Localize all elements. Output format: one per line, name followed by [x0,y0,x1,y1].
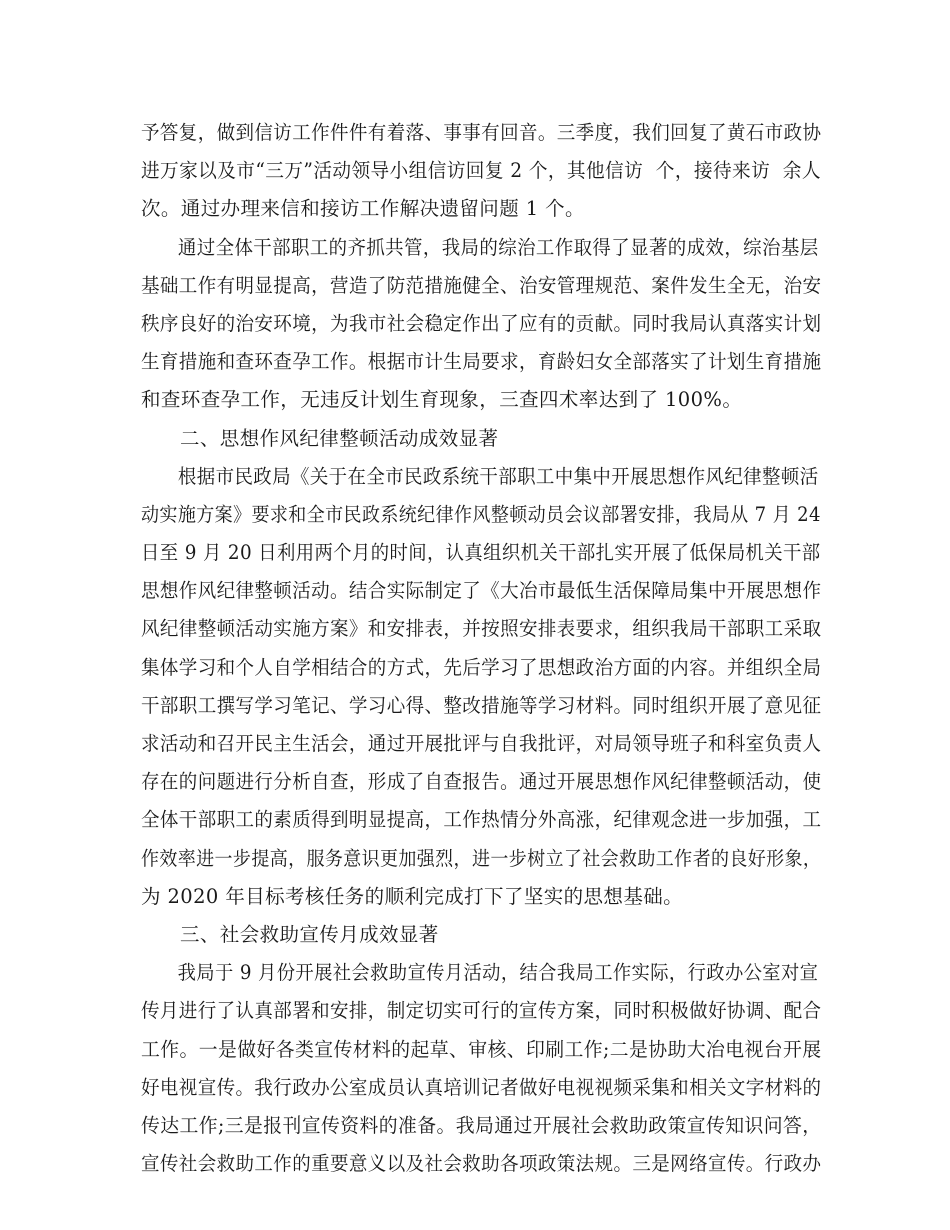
text-line: 思想作风纪律整顿活动。结合实际制定了《大冶市最低生活保障局集中开展思想作 [141,579,822,603]
text-line: 三、社会救助宣传月成效显著 [180,922,439,946]
text-line: 好电视宣传。我行政办公室成员认真培训记者做好电视视频采集和相关文字材料的 [141,1075,822,1099]
text-line: 全体干部职工的素质得到明显提高，工作热情分外高涨，纪律观念进一步加强，工 [141,808,822,832]
text-line: 传达工作;三是报刊宣传资料的准备。我局通过开展社会救助政策宣传知识问答， [141,1113,822,1137]
text-line: 二、思想作风纪律整顿活动成效显著 [180,426,499,450]
text-line: 集体学习和个人自学相结合的方式，先后学习了思想政治方面的内容。并组织全局 [141,655,822,679]
text-line: 次。通过办理来信和接访工作解决遗留问题 1 个。 [141,197,585,221]
text-line: 通过全体干部职工的齐抓共管，我局的综治工作取得了显著的成效，综治基层 [177,235,819,259]
text-line: 基础工作有明显提高，营造了防范措施健全、治安管理规范、案件发生全无，治安 [141,273,822,297]
text-line: 进万家以及市“三万”活动领导小组信访回复 2 个，其他信访 个，接待来访 余人 [141,159,821,183]
text-line: 传月进行了认真部署和安排，制定切实可行的宣传方案，同时积极做好协调、配合 [141,999,822,1023]
text-line: 求活动和召开民主生活会，通过开展批评与自我批评，对局领导班子和科室负责人 [141,732,822,755]
text-line: 我局于 9 月份开展社会救助宣传月活动，结合我局工作实际，行政办公室对宣 [177,961,819,985]
text-line: 风纪律整顿活动实施方案》和安排表，并按照安排表要求，组织我局干部职工采取 [141,617,822,641]
text-line: 宣传社会救助工作的重要意义以及社会救助各项政策法规。三是网络宣传。行政办 [141,1152,822,1176]
text-line: 工作。一是做好各类宣传材料的起草、审核、印刷工作;二是协助大冶电视台开展 [141,1037,822,1061]
text-line: 动实施方案》要求和全市民政系统纪律作风整顿动员会议部署安排，我局从 7 月 24 [141,502,821,526]
text-line: 作效率进一步提高，服务意识更加强烈，进一步树立了社会救助工作者的良好形象， [141,846,822,870]
text-line: 和查环查孕工作，无违反计划生育现象，三查四术率达到了 100%。 [141,388,743,412]
text-line: 存在的问题进行分析自查，形成了自查报告。通过开展思想作风纪律整顿活动，使 [141,770,822,794]
text-line: 为 2020 年目标考核任务的顺利完成打下了坚实的思想基础。 [141,884,684,908]
text-line: 予答复，做到信访工作件件有着落、事事有回音。三季度，我们回复了黄石市政协 [141,121,822,144]
text-line: 生育措施和查环查孕工作。根据市计生局要求，育龄妇女全部落实了计划生育措施 [141,350,822,374]
text-line: 秩序良好的治安环境，为我市社会稳定作出了应有的贡献。同时我局认真落实计划 [141,311,822,335]
document-body [141,114,821,1183]
text-line: 根据市民政局《关于在全市民政系统干部职工中集中开展思想作风纪律整顿活 [177,464,819,488]
text-line: 干部职工撰写学习笔记、学习心得、整改措施等学习材料。同时组织开展了意见征 [141,693,822,717]
text-line: 日至 9 月 20 日利用两个月的时间，认真组织机关干部扎实开展了低保局机关干部 [141,541,821,565]
